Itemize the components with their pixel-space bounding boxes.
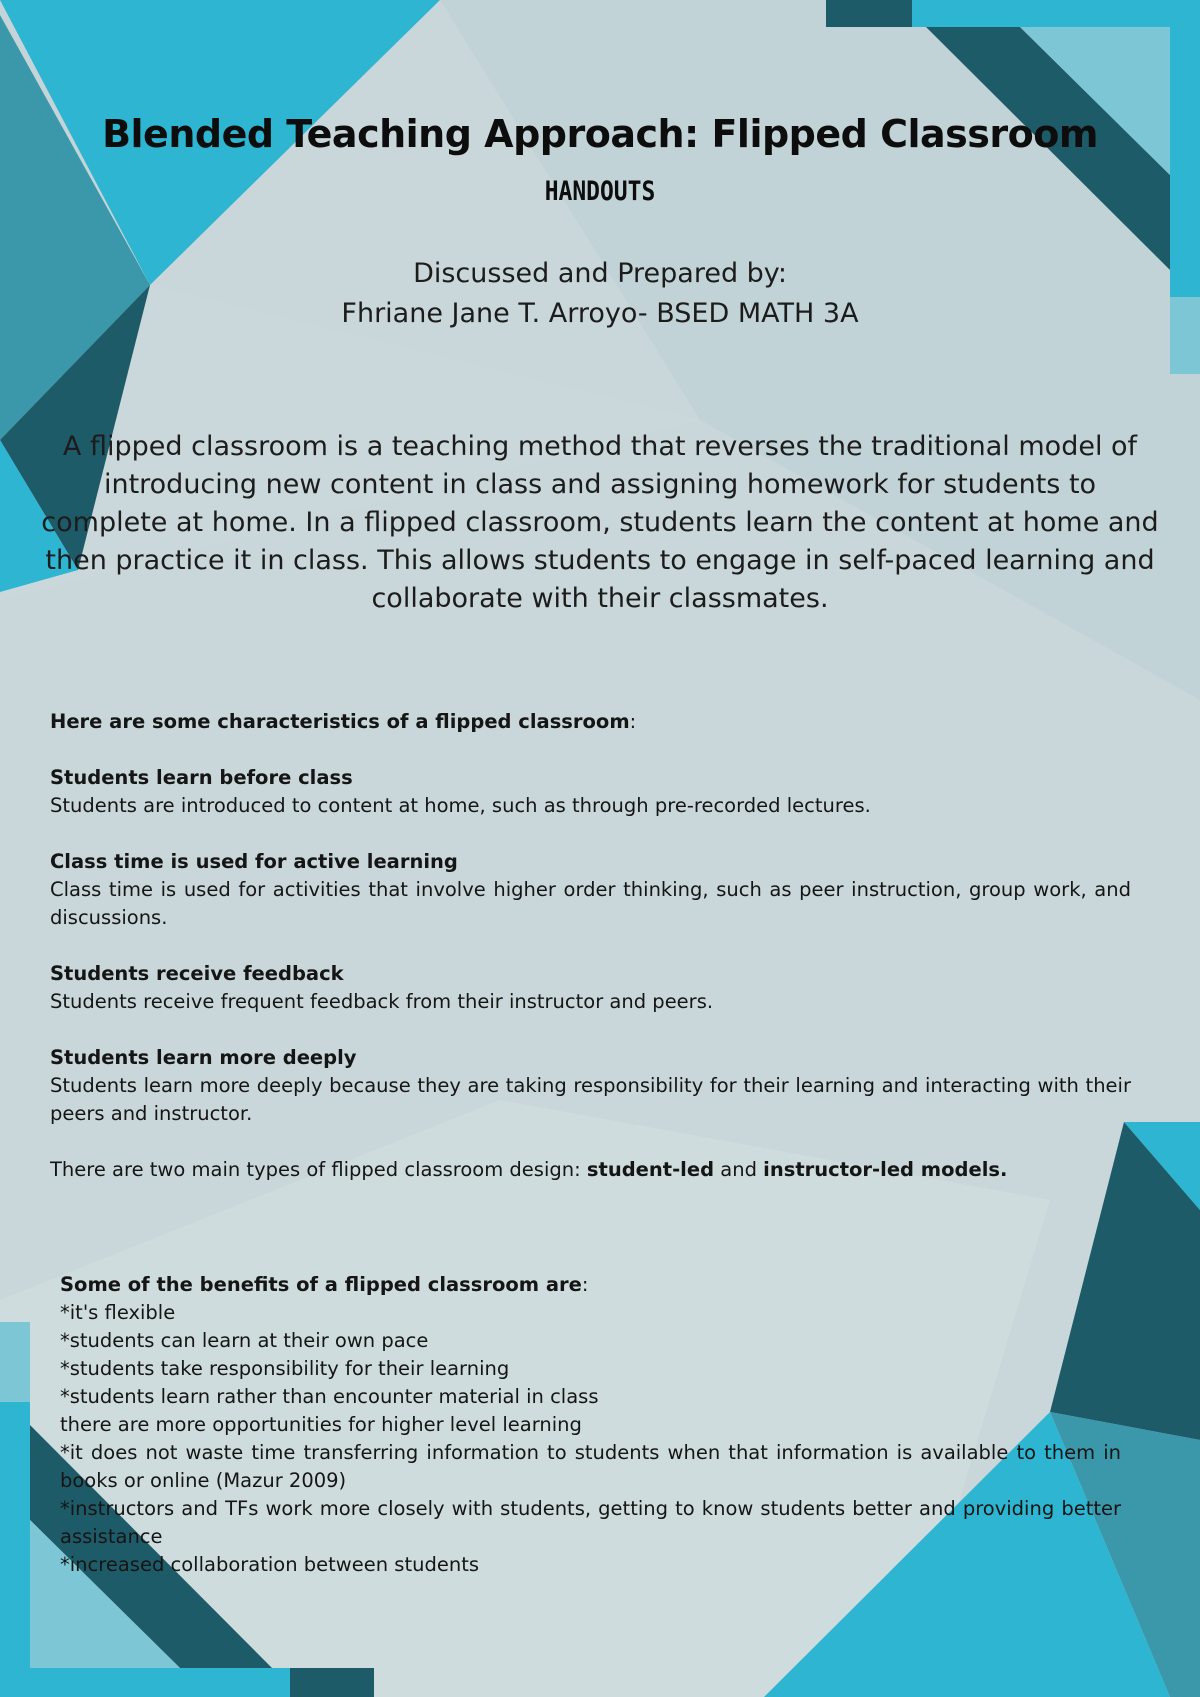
characteristics-section: [50, 708, 1131, 1212]
benefit-item: *students learn rather than encounter material in class: [60, 1385, 599, 1408]
author-block: [0, 254, 1200, 334]
benefit-item: *it does not waste time transferring information to students when that information is available to them in books or online (Mazur 2009): [60, 1441, 1121, 1492]
characteristic-title: Students learn more deeply: [50, 1046, 357, 1069]
benefit-item: *instructors and TFs work more closely with students, getting to know students better and providing better assistance: [60, 1497, 1121, 1548]
benefit-item: *it's flexible: [60, 1301, 176, 1324]
characteristic-item: [50, 960, 1131, 1016]
benefits-section: [60, 1271, 1121, 1579]
benefit-item: *students take responsibility for their learning: [60, 1357, 510, 1380]
intro-paragraph: A flipped classroom is a teaching method that reverses the traditional model of introducing new content in class and assigning homework for students to complete at home. In a flipped classroom, students learn the content at home and then practice it in class. This allows students to engage in self-paced learning and collaborate with their classmates.: [41, 431, 1159, 614]
characteristic-text: Students receive frequent feedback from their instructor and peers.: [50, 990, 714, 1013]
benefit-item: *students can learn at their own pace: [60, 1329, 429, 1352]
characteristic-text: Class time is used for activities that involve higher order thinking, such as peer instruction, group work, and discussions.: [50, 878, 1131, 929]
benefit-item: *increased collaboration between students: [60, 1553, 480, 1576]
characteristic-text: Students are introduced to content at home, such as through pre-recorded lectures.: [50, 794, 871, 817]
prepared-by-label: Discussed and Prepared by:: [413, 258, 787, 289]
characteristics-heading: Here are some characteristics of a flipped classroom:: [50, 710, 637, 733]
characteristic-title: Students receive feedback: [50, 962, 344, 985]
characteristic-title: Students learn before class: [50, 766, 353, 789]
page-subtitle: HANDOUTS: [544, 176, 656, 207]
benefits-heading: Some of the benefits of a flipped classroom are:: [60, 1273, 589, 1296]
author-name: Fhriane Jane T. Arroyo- BSED MATH 3A: [341, 298, 859, 329]
page-title: Blended Teaching Approach: Flipped Classroom: [102, 112, 1098, 156]
characteristic-item: [50, 764, 1131, 820]
characteristic-text: Students learn more deeply because they are taking responsibility for their learning and interacting with their peers and instructor.: [50, 1074, 1131, 1125]
flipped-types: There are two main types of flipped classroom design: student-led and instructor-led models.: [50, 1158, 1008, 1181]
characteristic-title: Class time is used for active learning: [50, 850, 458, 873]
benefit-item: there are more opportunities for higher level learning: [60, 1413, 582, 1436]
characteristic-item: [50, 1044, 1131, 1128]
characteristic-item: [50, 848, 1131, 932]
